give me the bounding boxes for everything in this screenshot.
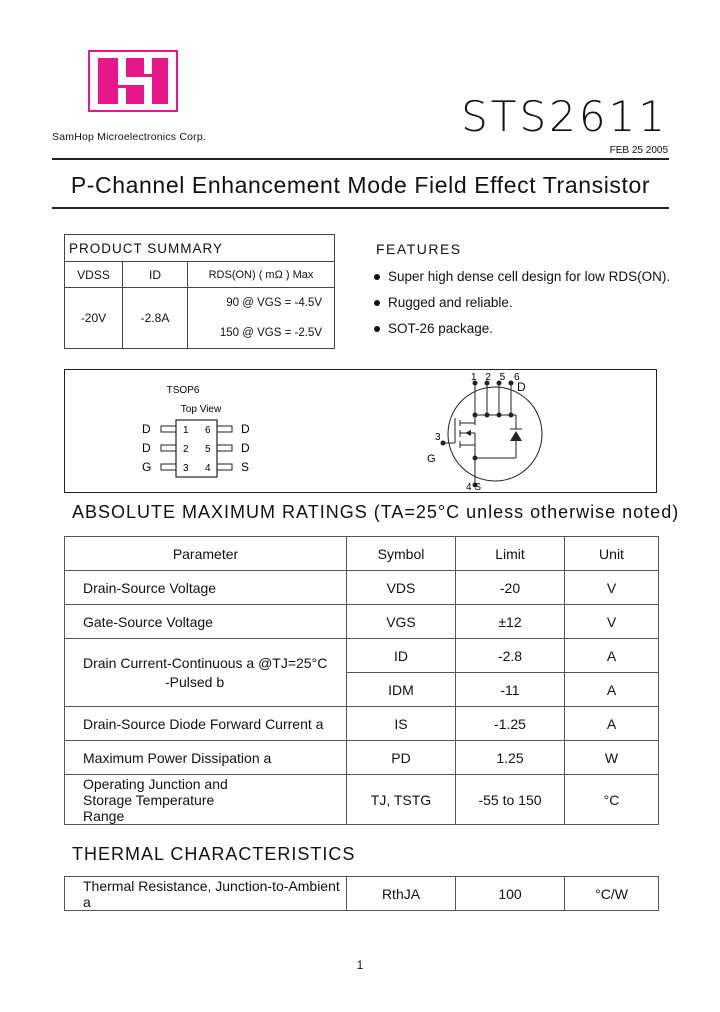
company-name: SamHop Microelectronics Corp. bbox=[52, 131, 207, 143]
pin-number-2: 2 bbox=[183, 444, 189, 455]
page-number: 1 bbox=[356, 958, 364, 972]
pin-number-1: 1 bbox=[183, 425, 189, 436]
amr-col-unit: Unit bbox=[565, 537, 659, 571]
feature-item: SOT-26 package. bbox=[374, 321, 493, 336]
pin-1 bbox=[161, 426, 176, 432]
pin-label-right-4: S bbox=[241, 460, 250, 474]
vdss-header: VDSS bbox=[65, 262, 123, 288]
vdss-value: -20V bbox=[65, 288, 123, 349]
pin-5 bbox=[217, 445, 232, 451]
schematic-gate-label: G bbox=[427, 453, 436, 465]
schematic-gate-pin: 3 bbox=[435, 432, 441, 443]
rds-header: RDS(ON) ( mΩ ) Max bbox=[188, 262, 335, 288]
rds-row-2: 150 @ VGS = -2.5V bbox=[219, 327, 322, 339]
amr-col-symbol: Symbol bbox=[347, 537, 456, 571]
page-title: P-Channel Enhancement Mode Field Effect Transistor bbox=[70, 172, 651, 198]
package-name: TSOP6 bbox=[166, 385, 200, 396]
rds-row-1: 90 @ VGS = -4.5V bbox=[226, 297, 322, 309]
pin-label-left-3: G bbox=[142, 460, 152, 474]
feature-item: Super high dense cell design for low RDS(ON). bbox=[374, 269, 670, 284]
amr-table bbox=[64, 536, 659, 825]
title-rule bbox=[52, 207, 669, 209]
mosfet-arrow bbox=[465, 430, 471, 436]
features-heading: FEATURES bbox=[376, 241, 462, 257]
table-row: Gate-Source Voltage VGS ±12 V bbox=[65, 605, 659, 639]
pin-label-right-5: D bbox=[241, 441, 250, 455]
table-row: Operating Junction and Storage Temperature Range TJ, TSTG -55 to 150 °C bbox=[65, 775, 659, 825]
thermal-heading: THERMAL CHARACTERISTICS bbox=[72, 844, 356, 864]
table-row: Thermal Resistance, Junction-to-Ambient a RthJA 100 °C/W bbox=[65, 877, 659, 911]
pin-6 bbox=[217, 426, 232, 432]
package-view: Top View bbox=[180, 404, 222, 415]
pin-3 bbox=[161, 464, 176, 470]
mosfet-schematic bbox=[443, 383, 542, 485]
pin-2 bbox=[161, 445, 176, 451]
company-logo bbox=[88, 50, 178, 112]
pin-label-left-2: D bbox=[142, 441, 151, 455]
header-rule bbox=[52, 158, 669, 160]
body-diode bbox=[510, 431, 522, 441]
thermal-table bbox=[64, 876, 659, 911]
schematic-top-pins: 1 2 5 6 bbox=[471, 372, 523, 383]
schematic-source-label: 4 S bbox=[466, 482, 482, 492]
package-diagram bbox=[65, 370, 656, 492]
feature-item: Rugged and reliable. bbox=[374, 295, 513, 310]
pin-number-4: 4 bbox=[205, 463, 211, 474]
product-summary-heading: PRODUCT SUMMARY bbox=[65, 235, 335, 262]
table-row: Drain-Source Voltage VDS -20 V bbox=[65, 571, 659, 605]
table-row: Maximum Power Dissipation a PD 1.25 W bbox=[65, 741, 659, 775]
amr-heading: ABSOLUTE MAXIMUM RATINGS (TA=25°C unless otherwise noted) bbox=[72, 502, 680, 522]
pin-number-3: 3 bbox=[183, 463, 189, 474]
table-row: Drain-Source Diode Forward Current a IS -1.25 A bbox=[65, 707, 659, 741]
id-value: -2.8A bbox=[123, 288, 188, 349]
package-diagram-box bbox=[64, 369, 657, 493]
amr-col-limit: Limit bbox=[456, 537, 565, 571]
id-header: ID bbox=[123, 262, 188, 288]
pin-label-left-1: D bbox=[142, 422, 151, 436]
schematic-drain-label: D bbox=[517, 380, 526, 394]
pin-label-right-6: D bbox=[241, 422, 250, 436]
pin-4 bbox=[217, 464, 232, 470]
date: FEB 25 2005 bbox=[609, 145, 668, 156]
amr-col-parameter: Parameter bbox=[65, 537, 347, 571]
product-summary-table bbox=[64, 234, 335, 349]
pin-number-6: 6 bbox=[205, 425, 211, 436]
pin-number-5: 5 bbox=[205, 444, 211, 455]
table-row: Drain Current-Continuous a @TJ=25°C -Pulsed b ID -2.8 A bbox=[65, 639, 659, 673]
table-row: IDM -11 A bbox=[65, 673, 659, 707]
part-number: STS2611 bbox=[461, 92, 668, 141]
